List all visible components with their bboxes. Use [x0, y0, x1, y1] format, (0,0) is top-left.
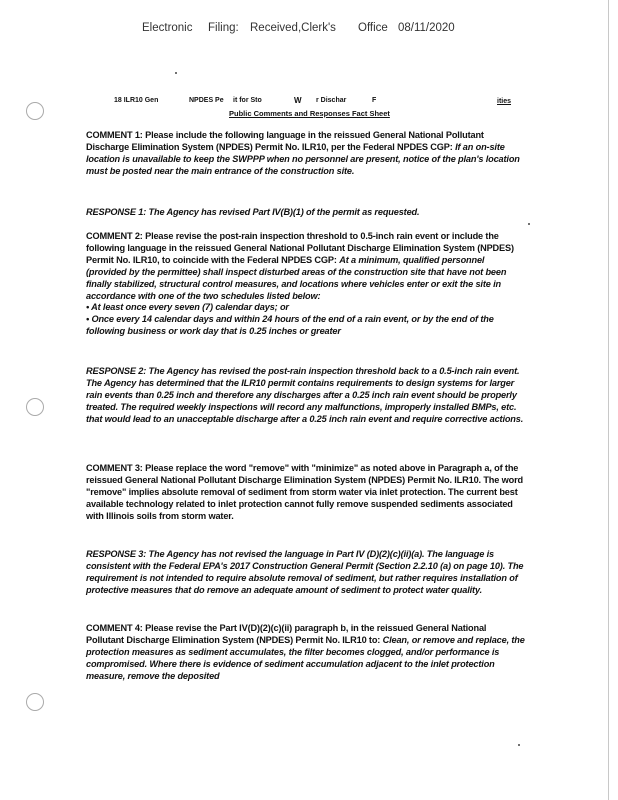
- response-1: RESPONSE 1: The Agency has revised Part IV(B)(1) of the permit as requested.: [86, 207, 420, 217]
- punch-hole-icon: [26, 102, 44, 120]
- scan-speck: [175, 72, 177, 74]
- filing-label: Electronic: [142, 22, 193, 34]
- punch-hole-icon: [26, 693, 44, 711]
- comment-2: [86, 231, 526, 338]
- filing-word: Filing:: [208, 22, 239, 34]
- page-edge-line: [608, 0, 609, 800]
- comment-4-lead: COMMENT 4: Please revise the Part IV(D)(2)(c)(ii) paragraph b, in the reissued General National Pollutant Discharge Elimination System (NPDES) Permit No. ILR10 to:: [86, 623, 487, 645]
- comment-2-lead: COMMENT 2: Please revise the post-rain inspection threshold to 0.5-inch rain event or include the following language in the reissued General National Pollutant Discharge Elimination System (NPDES) Permit No. ILR10, to coincide with the Federal NPDES CGP:: [86, 231, 514, 265]
- comment-3: COMMENT 3: Please replace the word "remove" with "minimize" as noted above in Paragraph a, of the reissued General National Pollutant Discharge Elimination System (NPDES) Permit No. ILR10. The word "remove" implies absolute removal of sediment from storm water via inlet protection. The current best available technology related to inlet protection cannot fully remove suspended sediments associated with Illinois soils from storm water.: [86, 463, 523, 521]
- header-fragment: ities: [497, 98, 512, 105]
- header-fragment: NPDES Pe: [189, 97, 224, 104]
- response-3: RESPONSE 3: The Agency has not revised the language in Part IV (D)(2)(c)(ii)(a). The language is consistent with the Federal EPA's 2017 Construction General Permit (Section 2.2.10 (a) on page 10). The requirement is not intended to require absolute removal of sediment, but rather requires installation of protective measures that do remove an adequate amount of sediment to protect water quality.: [86, 549, 524, 595]
- scan-speck: [528, 223, 530, 225]
- header-fragment: it for Sto: [233, 97, 262, 104]
- comment-4-quote: Clean, or remove and replace, the protection measures as sediment accumulates, the filter becomes clogged, and/or performance is compromised. Where there is evidence of sediment accumulation adjacent to the inlet protection measure, remove the deposited: [86, 634, 525, 681]
- comment-4: [86, 623, 526, 683]
- comment-1-quote: If an on-site location is unavailable to keep the SWPPP when no personnel are present, notice of the plan's location must be posted near the main entrance of the construction site.: [86, 141, 520, 176]
- filing-received: Received,Clerk's: [250, 22, 336, 34]
- scan-speck: [518, 744, 520, 746]
- punch-hole-icon: [26, 398, 44, 416]
- comment-1-lead: COMMENT 1: Please include the following language in the reissued General National Pollutant Discharge Elimination System (NPDES) Permit No. ILR10, per the Federal NPDES CGP:: [86, 130, 484, 152]
- filing-date: 08/11/2020: [398, 22, 455, 34]
- filing-office: Office: [358, 22, 388, 34]
- comment-2-quote: At a minimum, qualified personnel (provided by the permittee) shall inspect disturbed areas of the construction site that have not been finally stabilized, structural control measures, and locations where vehicles enter or exit the site in accordance with one of the two schedules listed below:: [86, 254, 507, 301]
- header-fragment: F: [372, 97, 377, 104]
- header-fragment: 18 ILR10 Gen: [114, 97, 159, 104]
- response-2: RESPONSE 2: The Agency has revised the post-rain inspection threshold back to a 0.5-inch rain event. The Agency has determined that the ILR10 permit contains requirements to design systems for larger rain events than 0.25 inch and therefore any discharges after a 0.25 inch rain event should be properly treated. The required weekly inspections will record any malfunctions, improperly installed BMPs, etc. that would lead to an unacceptable discharge after a 0.25 inch rain event and require corrective actions.: [86, 366, 524, 424]
- header-fragment: r Dischar: [316, 97, 347, 104]
- comment-1: [86, 130, 526, 178]
- comment-2-bullet-2: • Once every 14 calendar days and within 24 hours of the end of a rain event, or by the end of the following business or work day that is 0.25 inches or greater: [86, 314, 494, 337]
- header-fragment: W: [294, 96, 302, 105]
- comment-2-bullet-1: • At least once every seven (7) calendar days; or: [86, 302, 289, 313]
- document-subtitle: Public Comments and Responses Fact Sheet: [229, 109, 390, 118]
